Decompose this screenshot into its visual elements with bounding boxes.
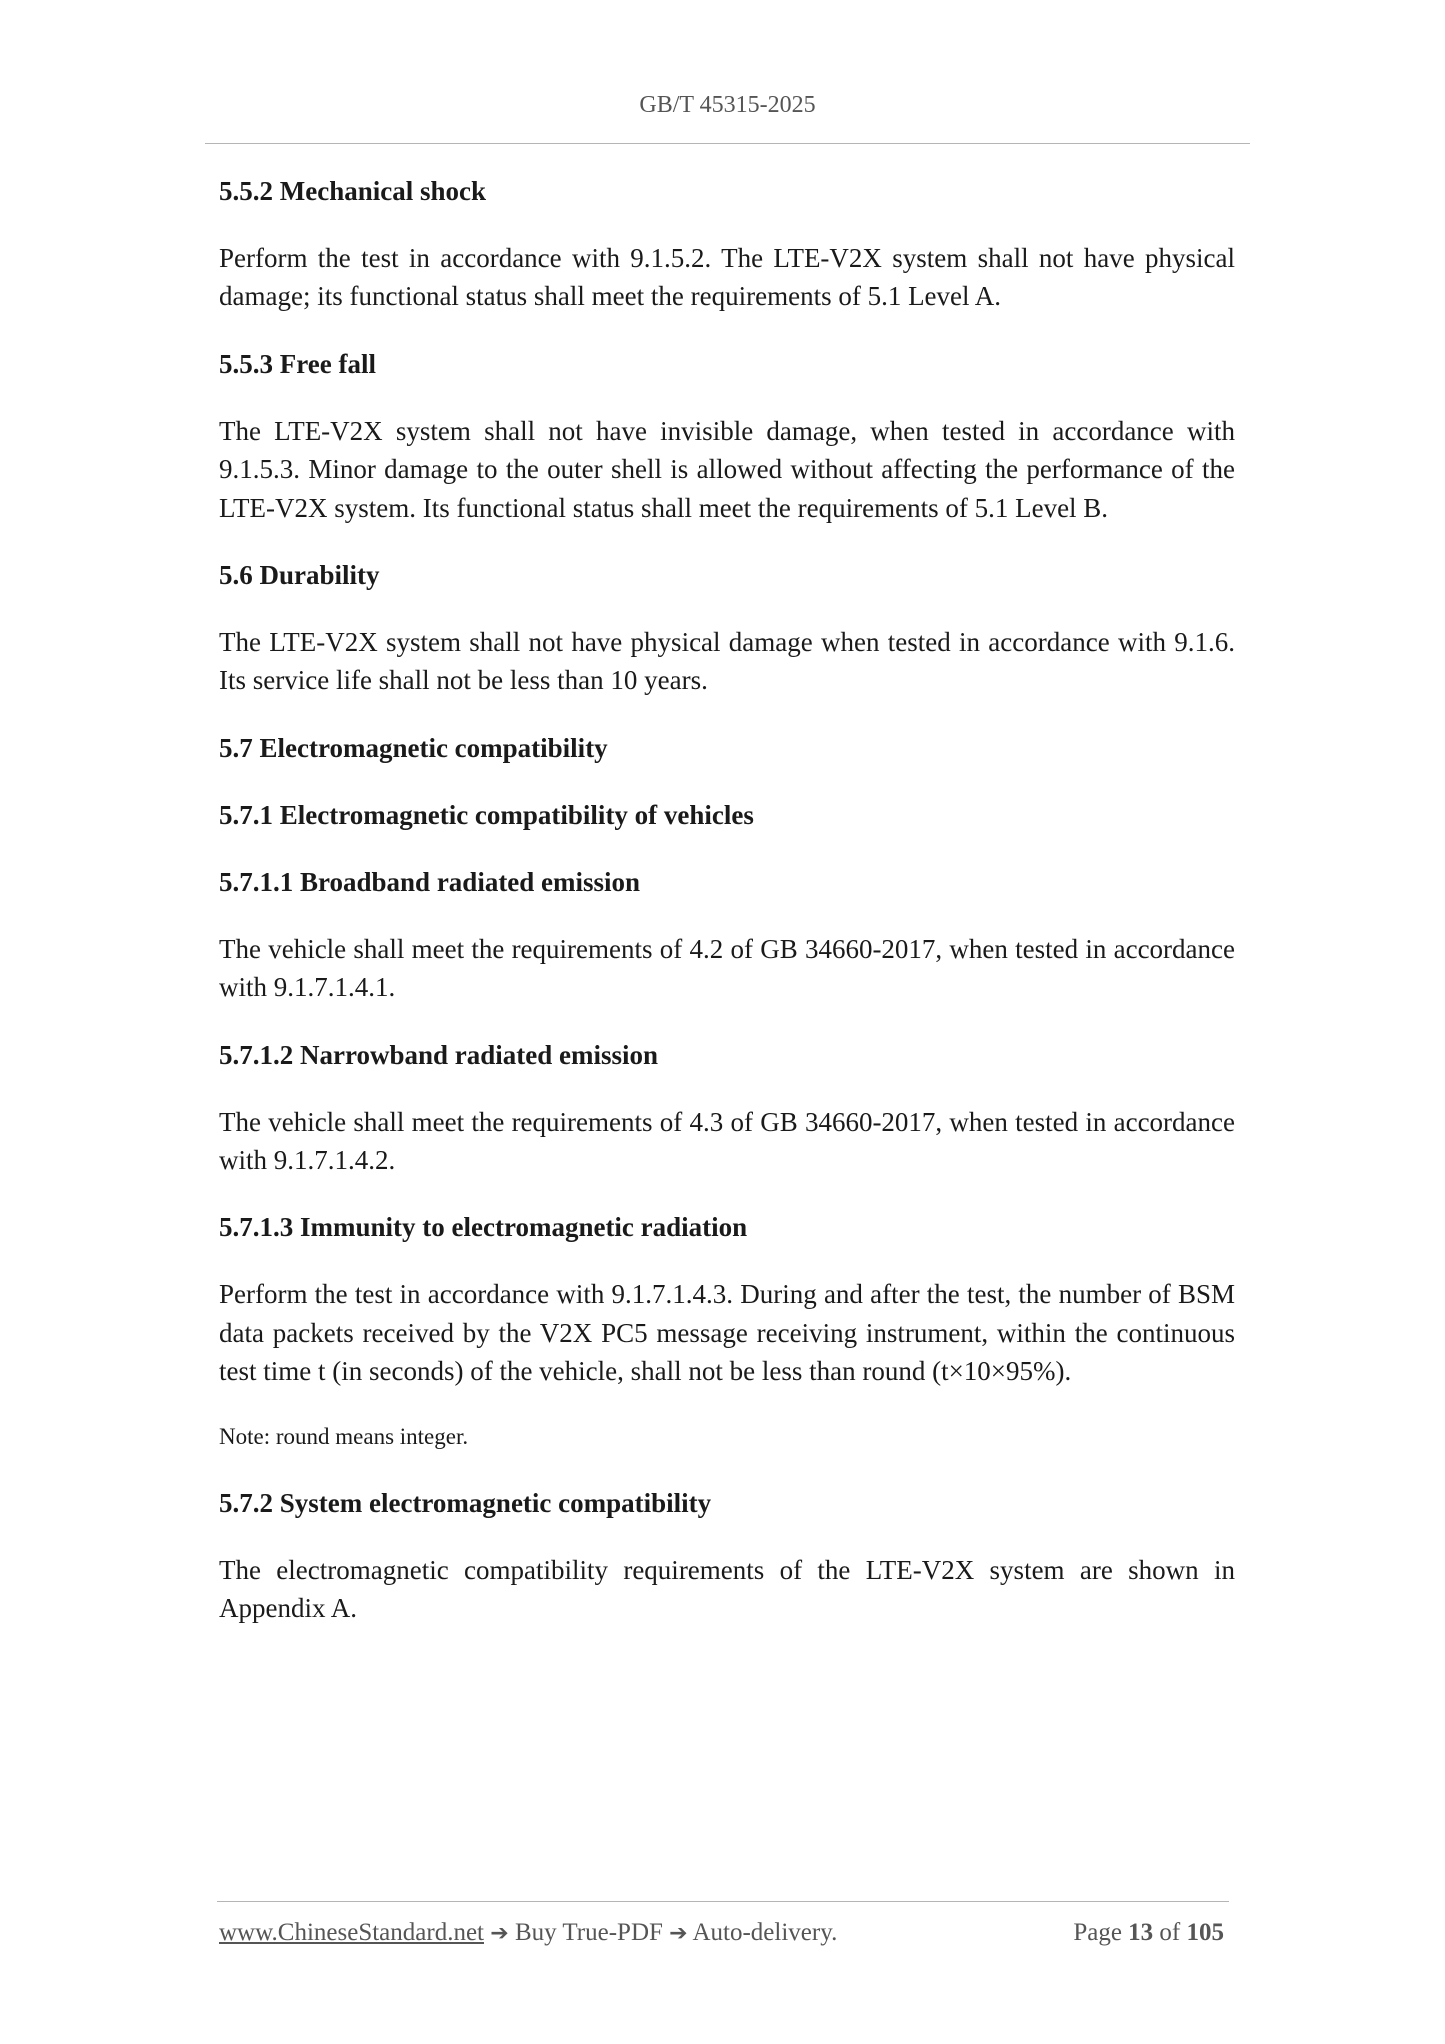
note-text: Note: round means integer. — [219, 1423, 469, 1449]
body-paragraph: The LTE-V2X system shall not have physical damage when tested in accordance with 9.1.6. Its service life shall not be less than 10 years. — [219, 627, 1235, 696]
header-divider — [205, 143, 1250, 144]
footer-divider — [217, 1901, 1229, 1902]
page-header-title: GB/T 45315-2025 — [639, 92, 816, 118]
body-paragraph: Perform the test in accordance with 9.1.7.1.4.3. During and after the test, the number of BSM data packets received by the V2X PC5 message receiving instrument, within the continuous test time t (in seconds) of the vehicle, shall not be less than round (t×10×95%). — [219, 1279, 1235, 1387]
section-heading: 5.5.2 Mechanical shock — [219, 176, 486, 206]
arrow-right-icon: ➔ — [669, 1921, 688, 1946]
current-page-number: 13 — [1128, 1919, 1154, 1946]
body-paragraph: The LTE-V2X system shall not have invisible damage, when tested in accordance with 9.1.5.3. Minor damage to the outer shell is allowed without affecting the performance of the LTE-V2X system. Its functional status shall meet the requirements of 5.1 Level B. — [219, 415, 1235, 523]
section-heading: 5.7.1.2 Narrowband radiated emission — [219, 1039, 659, 1070]
page-counter — [1073, 1919, 1224, 1947]
section-heading: 5.7.2 System electromagnetic compatibility — [219, 1487, 712, 1518]
section-heading: 5.7.1.1 Broadband radiated emission — [219, 866, 641, 897]
buy-pdf-text: Buy True-PDF — [508, 1919, 670, 1946]
total-page-number: 105 — [1186, 1919, 1224, 1946]
auto-delivery-text: Auto-delivery. — [687, 1919, 838, 1946]
page-of-label: of — [1153, 1919, 1187, 1946]
website-link[interactable]: www.ChineseStandard.net — [219, 1919, 484, 1946]
section-heading: 5.6 Durability — [219, 560, 380, 591]
footer-promo — [219, 1919, 837, 1947]
document-body — [219, 172, 1235, 1657]
section-heading: 5.7.1 Electromagnetic compatibility of vehicles — [219, 799, 754, 830]
section-heading: 5.7 Electromagnetic compatibility — [219, 732, 608, 763]
arrow-right-icon: ➔ — [490, 1921, 509, 1946]
page-label: Page — [1073, 1919, 1129, 1946]
body-paragraph: The vehicle shall meet the requirements of 4.3 of GB 34660-2017, when tested in accordance with 9.1.7.1.4.2. — [219, 1106, 1235, 1176]
body-paragraph: The vehicle shall meet the requirements of 4.2 of GB 34660-2017, when tested in accordance with 9.1.7.1.4.1. — [219, 933, 1235, 1003]
section-heading: 5.5.3 Free fall — [219, 348, 376, 379]
section-heading: 5.7.1.3 Immunity to electromagnetic radiation — [219, 1212, 748, 1243]
body-paragraph: The electromagnetic compatibility requirements of the LTE-V2X system are shown in Appendix A. — [219, 1554, 1235, 1624]
body-paragraph: Perform the test in accordance with 9.1.5.2. The LTE-V2X system shall not have physical damage; its functional status shall meet the requirements of 5.1 Level A. — [219, 243, 1235, 312]
